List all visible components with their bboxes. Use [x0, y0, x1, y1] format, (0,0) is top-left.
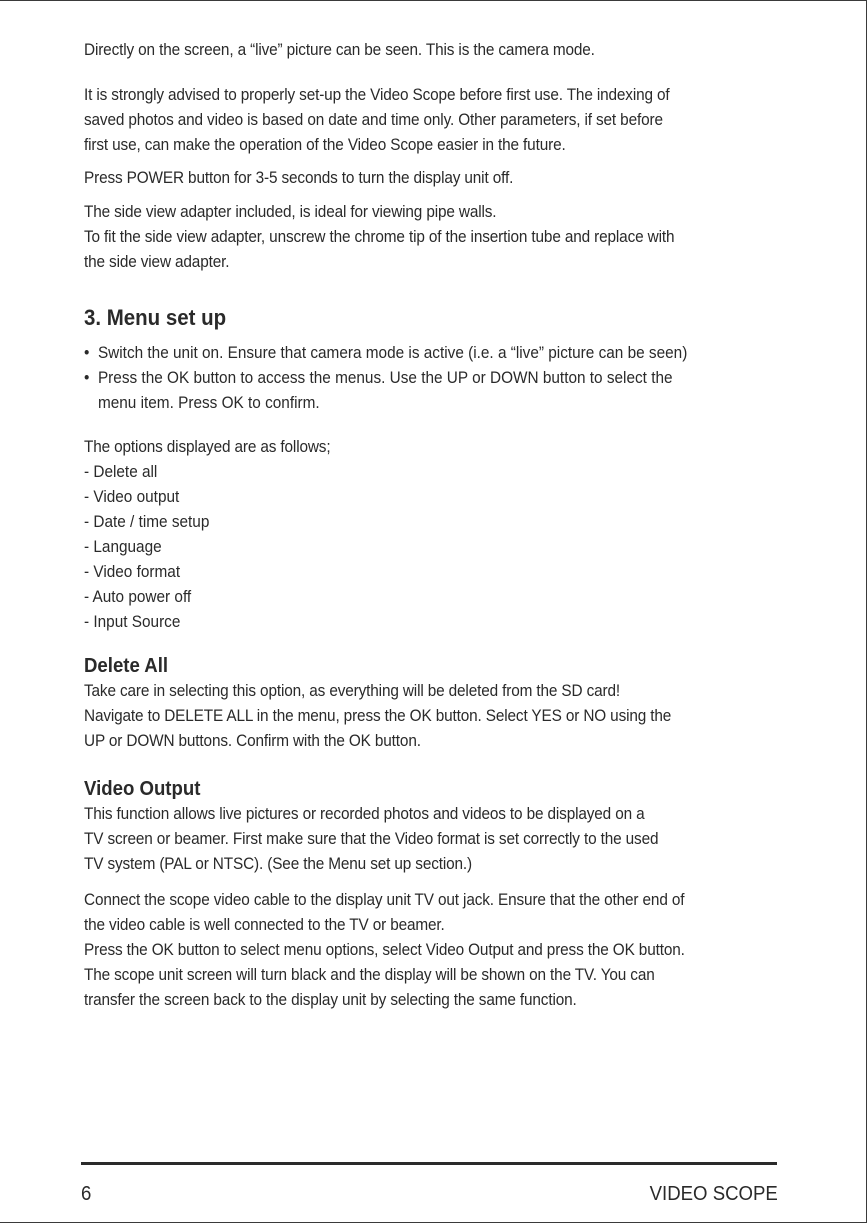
text-line: Navigate to DELETE ALL in the menu, press the OK button. Select YES or NO using the: [84, 707, 672, 725]
text-line: saved photos and video is based on date and time only. Other parameters, if set before: [84, 111, 663, 129]
intro-side-view: [84, 200, 782, 275]
video-output-heading: Video Output: [84, 778, 201, 800]
text-line: the side view adapter.: [84, 253, 230, 271]
list-item: - Language: [84, 538, 162, 556]
text-line: The side view adapter included, is ideal for viewing pipe walls.: [84, 203, 497, 221]
text-line: Switch the unit on. Ensure that camera mode is active (i.e. a “live” picture can be seen): [97, 344, 688, 362]
text-line: This function allows live pictures or recorded photos and videos to be displayed on a: [84, 805, 645, 823]
text-line: TV system (PAL or NTSC). (See the Menu set up section.): [84, 855, 473, 873]
menu-setup-steps: [84, 341, 784, 416]
text-line: TV screen or beamer. First make sure that the Video format is set correctly to the used: [84, 830, 659, 848]
footer-title: VIDEO SCOPE: [649, 1183, 778, 1205]
list-item: - Auto power off: [84, 588, 192, 606]
intro-live-picture: Directly on the screen, a “live” picture can be seen. This is the camera mode.: [84, 41, 595, 59]
list-item: - Delete all: [84, 463, 158, 481]
options-intro: The options displayed are as follows;: [84, 438, 331, 456]
list-item: - Video output: [84, 488, 180, 506]
text-line: UP or DOWN buttons. Confirm with the OK button.: [84, 732, 421, 750]
text-line: menu item. Press OK to confirm.: [97, 394, 320, 412]
text-line: Take care in selecting this option, as everything will be deleted from the SD card!: [84, 682, 621, 700]
text-line: Press the OK button to access the menus. Use the UP or DOWN button to select the: [97, 369, 673, 387]
footer-divider: [81, 1162, 777, 1165]
list-item: [84, 341, 795, 366]
delete-all-heading: Delete All: [84, 655, 169, 677]
list-item: [84, 366, 795, 416]
intro-power-off: Press POWER button for 3-5 seconds to turn the display unit off.: [84, 169, 514, 187]
list-item: - Input Source: [84, 613, 181, 631]
list-item: - Video format: [84, 563, 181, 581]
page-number: 6: [81, 1183, 92, 1205]
delete-all-text: [84, 679, 782, 754]
intro-setup-advice: [84, 83, 782, 158]
video-output-text-1: [84, 802, 782, 877]
menu-setup-heading: 3. Menu set up: [84, 305, 227, 330]
text-line: Connect the scope video cable to the display unit TV out jack. Ensure that the other end of: [84, 891, 685, 909]
text-line: To fit the side view adapter, unscrew the chrome tip of the insertion tube and replace with: [84, 228, 675, 246]
text-line: transfer the screen back to the display unit by selecting the same function.: [84, 991, 577, 1009]
text-line: The scope unit screen will turn black and the display will be shown on the TV. You can: [84, 966, 655, 984]
text-line: first use, can make the operation of the Video Scope easier in the future.: [84, 136, 566, 154]
text-line: the video cable is well connected to the TV or beamer.: [84, 916, 445, 934]
text-line: It is strongly advised to properly set-up the Video Scope before first use. The indexing of: [84, 86, 670, 104]
list-item: - Date / time setup: [84, 513, 210, 531]
page-content: [84, 38, 784, 1013]
options-list: [84, 460, 784, 635]
bullet-marker: •: [84, 344, 90, 362]
video-output-text-2: [84, 888, 782, 1013]
text-line: Press the OK button to select menu options, select Video Output and press the OK button.: [84, 941, 685, 959]
bullet-marker: •: [84, 369, 90, 387]
